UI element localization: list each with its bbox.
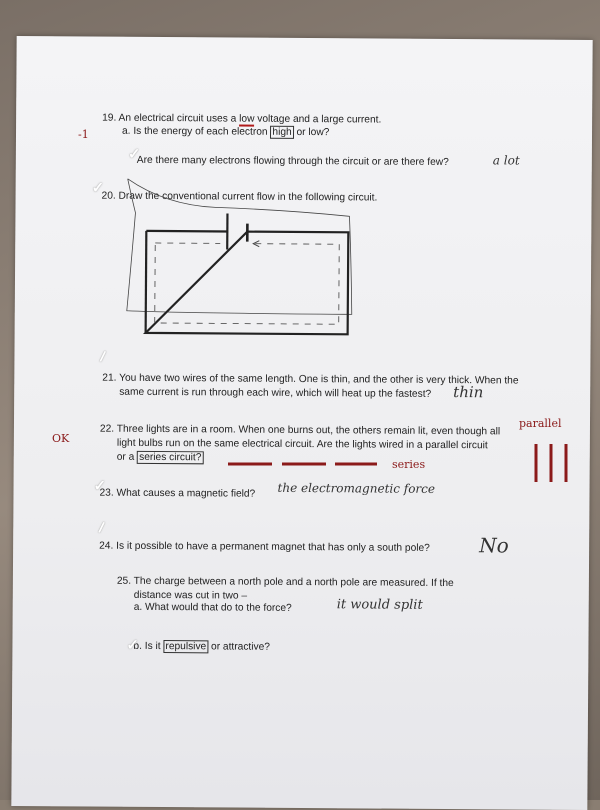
check-mark-icon: ✓: [92, 179, 105, 197]
q19-prefix: 19. An electrical circuit uses a: [102, 113, 239, 125]
q24-text: 24. Is it possible to have a permanent magnet that has only a south pole?: [99, 541, 430, 554]
q25b-prefix: b. Is it: [133, 641, 163, 652]
q21-line1: 21. You have two wires of the same length. One is thin, and the other is very thick. When the: [102, 372, 518, 389]
q22-circled-series: series circuit?: [137, 451, 203, 464]
q25a-answer: it would split: [337, 597, 423, 613]
q23-text: 23. What causes a magnetic field?: [99, 488, 255, 500]
q19a-suffix: or low?: [294, 127, 330, 138]
q22-line2: light bulbs run on the same electrical circuit. Are the lights wired in a parallel circuit: [100, 437, 500, 454]
q23-answer: the electromagnetic force: [277, 481, 435, 496]
annotation-series: series: [392, 458, 425, 471]
check-mark-icon: /: [97, 519, 106, 536]
check-mark-icon: ✓: [128, 145, 141, 163]
q19a-circled-high: high: [270, 126, 293, 139]
q21-answer: thin: [453, 383, 483, 401]
q21-line2: same current is run through each wire, which will heat up the fastest?: [102, 386, 518, 403]
check-mark-icon: /: [98, 348, 107, 365]
q25b-circled-repulsive: repulsive: [163, 640, 208, 653]
annotation-parallel: parallel: [519, 417, 561, 430]
q19a-prefix: a. Is the energy of each electron: [122, 126, 270, 138]
q19-rest: voltage and a large current.: [254, 114, 381, 126]
q24-answer: No: [479, 533, 509, 557]
q19-underlined-low: low: [239, 114, 254, 127]
q22-line1: 22. Three lights are in a room. When one burns out, the others remain lit, even though all: [100, 423, 500, 440]
grade-ok: OK: [52, 432, 69, 445]
q25b-suffix: or attractive?: [208, 641, 270, 652]
q19b-text: Are there many electrons flowing through the circuit or are there few?: [137, 155, 449, 168]
check-mark-icon: ✓: [126, 636, 139, 654]
grade-minus-one: -1: [78, 128, 89, 141]
q22-line3-prefix: or a: [117, 452, 137, 463]
check-mark-icon: ✓: [93, 477, 106, 495]
q20-text: 20. Draw the conventional current flow in the following circuit.: [102, 191, 378, 204]
q25-line2: distance was cut in two –: [117, 589, 454, 605]
q19b-answer: a lot: [493, 153, 520, 167]
q25-line1: 25. The charge between a north pole and a north pole are measured. If the: [117, 575, 454, 591]
q25a-text: a. What would that do to the force?: [134, 602, 292, 614]
